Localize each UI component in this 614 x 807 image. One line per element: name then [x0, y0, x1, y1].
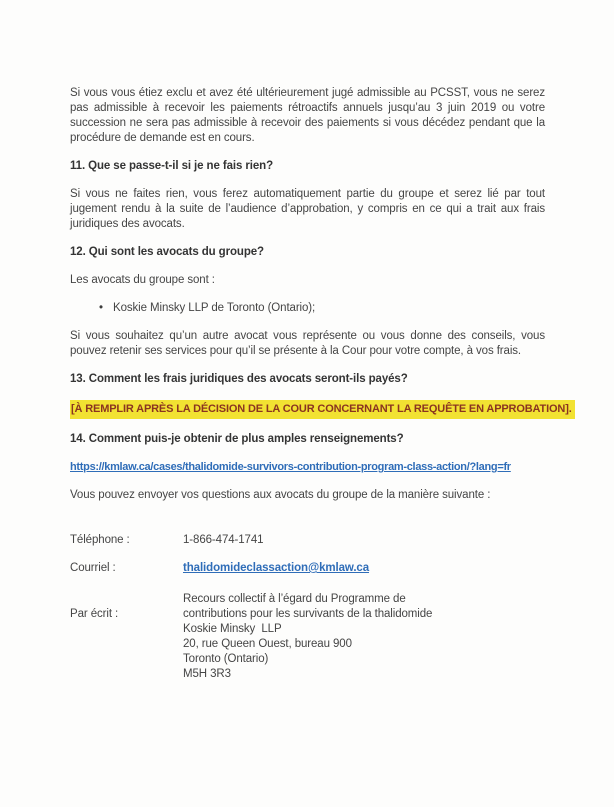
kmlaw-case-url-link[interactable]: https://kmlaw.ca/cases/thalidomide-survivors-contribution-program-class-action/?lang=fr [70, 461, 511, 473]
phone-label: Téléphone : [70, 534, 130, 546]
email-link[interactable]: thalidomideclassaction@kmlaw.ca [183, 562, 370, 574]
question-13-heading: 13. Comment les frais juridiques des avocats seront-ils payés? [70, 373, 408, 385]
question-11-heading: 11. Que se passe-t-il si je ne fais rien? [70, 160, 273, 172]
email-label: Courriel : [70, 562, 116, 574]
intro-paragraph: Si vous vous étiez exclu et avez été ultérieurement jugé admissible au PCSST, vous ne serez pas admissible à recevoir les paiements rétroactifs annuels jusqu’au 3 juin 2019 ou votre succession ne sera pas admissible à recevoir des paiements si vous décédez pendant que la procédure de demande est en cours. [70, 87, 545, 144]
mail-row [70, 592, 545, 682]
question-12-heading: 12. Qui sont les avocats du groupe? [70, 246, 264, 258]
highlighted-placeholder-text: [À REMPLIR APRÈS LA DÉCISION DE LA COUR CONCERNANT LA REQUÊTE EN APPROBATION]. [70, 400, 575, 419]
address-line: 20, rue Queen Ouest, bureau 900 [183, 638, 352, 650]
question-14-heading: 14. Comment puis-je obtenir de plus amples renseignements? [70, 433, 404, 445]
question-11-body: Si vous ne faites rien, vous ferez automatiquement partie du groupe et serez lié par tout jugement rendu à la suite de l’audience d’approbation, y compris en ce qui a trait aux frais juridiques des avocats. [70, 188, 545, 230]
address-line: M5H 3R3 [183, 668, 231, 680]
mailing-address-block [183, 592, 432, 682]
email-row [70, 561, 545, 576]
highlighted-placeholder-line [70, 400, 572, 419]
phone-row [70, 533, 545, 548]
address-line: contributions pour les survivants de la thalidomide [183, 608, 433, 620]
question-12-body: Si vous souhaitez qu’un autre avocat vous représente ou vous donne des conseils, vous pouvez retenir ses services pour qu’il se présente à la Cour pour votre compte, à vos frais. [70, 330, 545, 357]
mail-label: Par écrit : [70, 608, 119, 620]
question-14-body: Vous pouvez envoyer vos questions aux avocats du groupe de la manière suivante : [70, 489, 491, 501]
address-line: Toronto (Ontario) [183, 653, 269, 665]
phone-number: 1-866-474-1741 [183, 534, 264, 546]
address-line: Recours collectif à l’égard du Programme de [183, 593, 406, 605]
address-line: Koskie Minsky LLP [183, 623, 282, 635]
case-url-line [70, 460, 545, 475]
bullet-icon: • [99, 302, 103, 314]
question-12-intro: Les avocats du groupe sont : [70, 274, 215, 286]
lawyer-list-item: Koskie Minsky LLP de Toronto (Ontario); [113, 302, 316, 314]
lawyers-bullet-list [70, 301, 545, 316]
